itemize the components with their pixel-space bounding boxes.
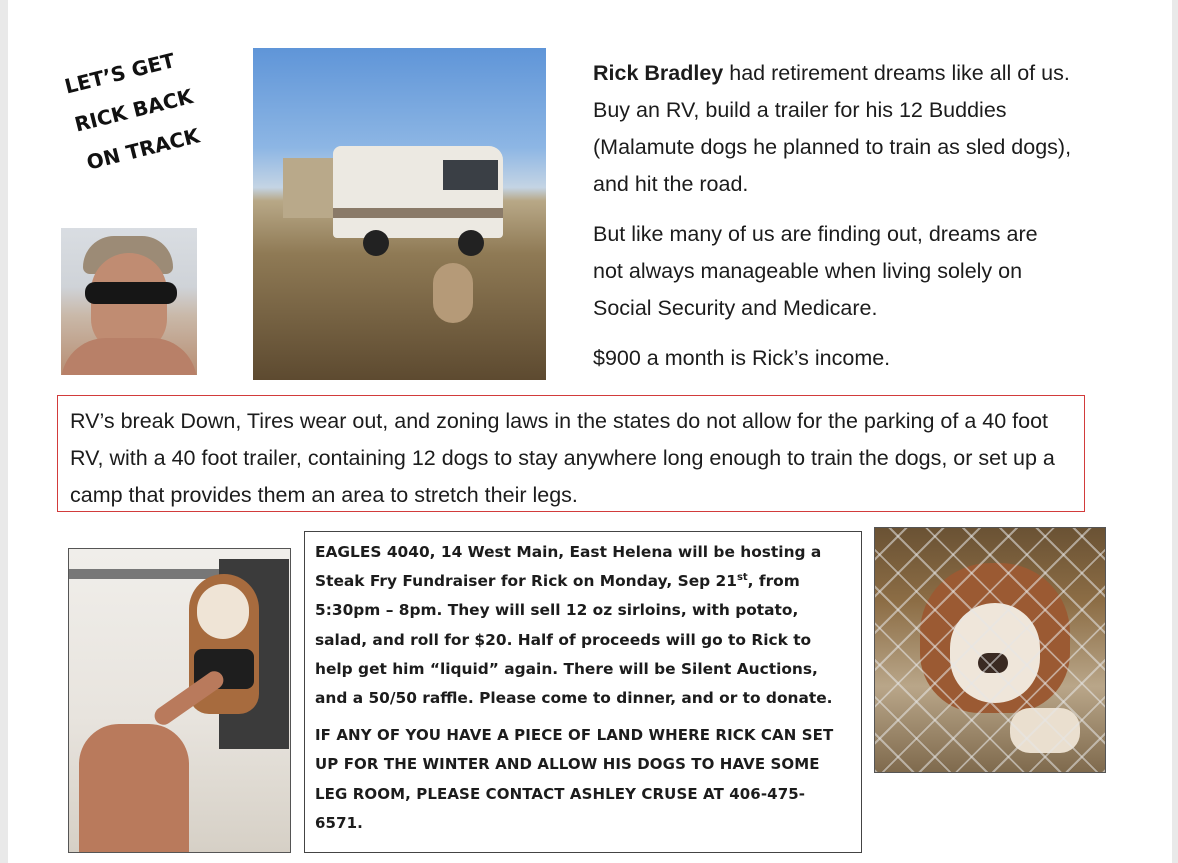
dog-behind-fence-photo — [874, 527, 1106, 773]
chain-link-fence — [875, 528, 1105, 772]
intro-text — [593, 55, 1073, 390]
rick-name: Rick Bradley — [593, 61, 724, 85]
intro-paragraph-2: But like many of us are finding out, dreams are not always manageable when living solely on Social Security and Medicare. — [593, 222, 1038, 320]
rick-portrait-photo — [61, 228, 197, 375]
problem-box — [57, 395, 1085, 512]
event-box — [304, 531, 862, 853]
land-appeal: IF ANY OF YOU HAVE A PIECE OF LAND WHERE RICK CAN SET UP FOR THE WINTER AND ALLOW HIS DOGS TO HAVE SOME LEG ROOM, PLEASE CONTACT ASHLEY CRUSE AT 406-475-6571. — [315, 726, 834, 832]
rv-photo — [253, 48, 546, 380]
page-edge-right — [1172, 0, 1178, 863]
man — [79, 724, 189, 852]
problem-text: RV’s break Down, Tires wear out, and zoning laws in the states do not allow for the parking of a 40 foot RV, with a 40 foot trailer, containing 12 dogs to stay anywhere long enough to train the dogs, or set up a camp that provides them an area to stretch their legs. — [70, 409, 1055, 507]
event-details: EAGLES 4040, 14 West Main, East Helena will be hosting a Steak Fry Fundraiser for Rick on Monday, Sep 21st, from 5:30pm – 8pm. They will sell 12 oz sirloins, with potato, salad, and roll for $20. Half of proceeds will go to Rick to help get him “liquid” again. There will be Silent Auctions, and a 50/50 raffle. Please come to dinner, and or to donate. — [315, 543, 833, 708]
intro-paragraph-1 — [593, 55, 1073, 203]
intro-paragraph-1-rest: had retirement dreams like all of us. Buy an RV, build a trailer for his 12 Buddies (Malamute dogs he planned to train as sled dogs), and hit the road. — [593, 61, 1072, 196]
headline-line-3: ON TRACK — [84, 123, 202, 175]
page-edge-left — [0, 0, 8, 863]
headline — [55, 48, 245, 210]
headline-line-2: RICK BACK — [72, 84, 196, 137]
headline-line-1: LET’S GET — [62, 48, 178, 99]
dog — [433, 263, 473, 323]
sunglasses — [85, 282, 177, 304]
trailer — [283, 158, 335, 218]
date-suffix: st — [736, 572, 748, 584]
dog-on-rv-photo — [68, 548, 291, 853]
intro-paragraph-3: $900 a month is Rick’s income. — [593, 346, 891, 370]
